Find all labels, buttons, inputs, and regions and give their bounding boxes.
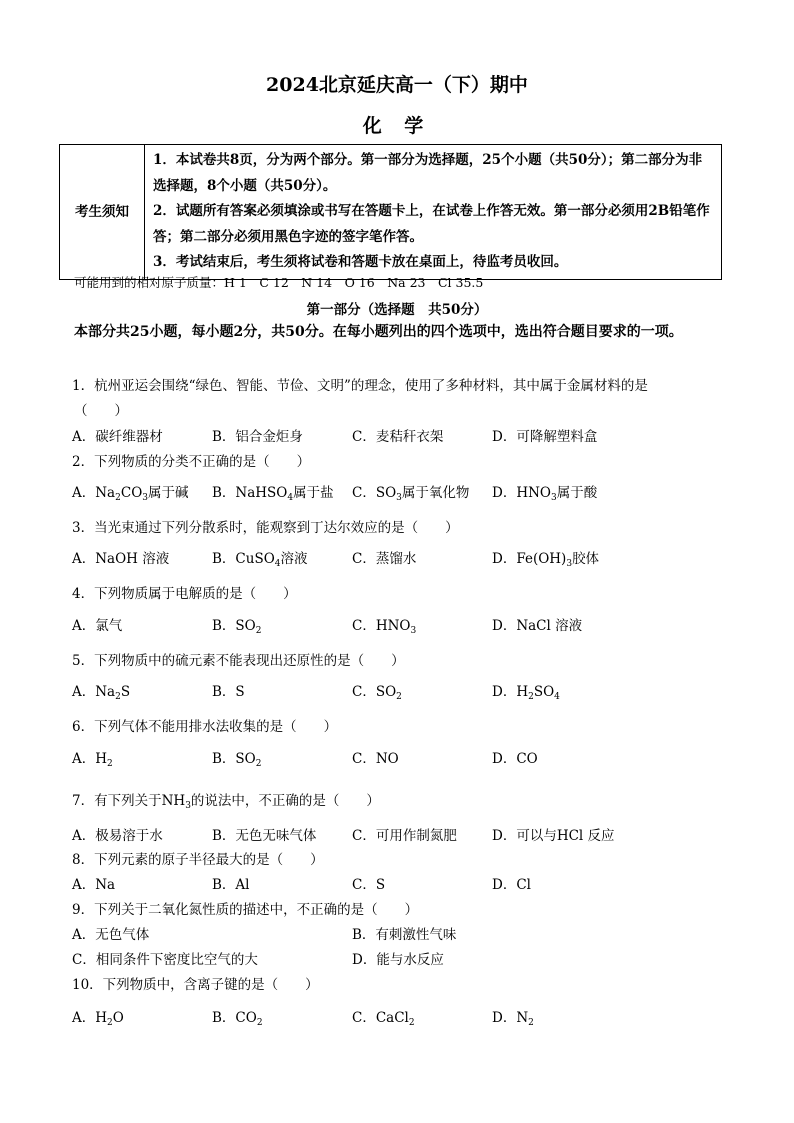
q8-option-b: B．Al bbox=[212, 877, 250, 893]
q4-option-b: B．$SO_2$ bbox=[212, 618, 262, 636]
question-8-stem: 8．下列元素的原子半径最大的是（ ） bbox=[72, 852, 324, 868]
part1-heading: 第一部分（选择题 共50分） bbox=[306, 302, 488, 318]
notice-item-2: 2．试题所有答案必须填涂或书写在答题卡上，在试卷上作答无效。第一部分必须用2B铅笔作答；第二部分必须用黑色字迹的签字笔作答。 bbox=[153, 203, 710, 245]
question-1-blank: （ ） bbox=[74, 403, 128, 419]
question-6-stem: 6．下列气体不能用排水法收集的是（ ） bbox=[72, 719, 338, 735]
q3-option-d: D．$Fe(OH)_3$胶体 bbox=[492, 551, 600, 569]
q1-option-c: C．麦秸秆衣架 bbox=[352, 429, 444, 445]
q3-option-a: A．NaOH 溶液 bbox=[72, 551, 170, 567]
q10-option-b: B．$CO_2$ bbox=[212, 1010, 263, 1028]
q9-option-d: D．能与水反应 bbox=[352, 952, 444, 968]
q6-option-b: B．$SO_2$ bbox=[212, 751, 262, 769]
question-3-stem: 3．当光束通过下列分散系时，能观察到丁达尔效应的是（ ） bbox=[72, 520, 459, 536]
question-5-stem: 5．下列物质中的硫元素不能表现出还原性的是（ ） bbox=[72, 653, 405, 669]
atomic-masses: 可能用到的相对原子质量：H 1 C 12 N 14 O 16 Na 23 Cl 35.5 bbox=[74, 275, 484, 290]
q1-option-b: B．铝合金炬身 bbox=[212, 429, 303, 445]
q2-option-d: D．$HNO_3$属于酸 bbox=[492, 485, 598, 503]
question-1-stem: 1．杭州亚运会围绕“绿色、智能、节俭、文明”的理念，使用了多种材料，其中属于金属材料的是 bbox=[72, 378, 648, 394]
notice-item-3: 3．考试结束后，考生须将试卷和答题卡放在桌面上，待监考员收回。 bbox=[153, 254, 568, 270]
q6-option-d: D．CO bbox=[492, 751, 538, 767]
q2-option-c: C．$SO_3$属于氧化物 bbox=[352, 485, 470, 503]
q5-option-c: C．$SO_2$ bbox=[352, 684, 402, 702]
q10-option-a: A．$H_2O$ bbox=[72, 1010, 124, 1028]
question-9-stem: 9．下列关于二氧化氮性质的描述中，不正确的是（ ） bbox=[72, 902, 419, 918]
q9-option-a: A．无色气体 bbox=[72, 927, 150, 943]
q7-option-d: D．可以与HCl 反应 bbox=[492, 828, 615, 844]
q4-option-d: D．NaCl 溶液 bbox=[492, 618, 583, 634]
notice-item-1: 1．本试卷共8页，分为两个部分。第一部分为选择题，25个小题（共50分）；第二部分为非选择题，8个小题（共50分）。 bbox=[153, 152, 703, 194]
question-4-stem: 4．下列物质属于电解质的是（ ） bbox=[72, 586, 297, 602]
question-2-stem: 2．下列物质的分类不正确的是（ ） bbox=[72, 454, 311, 470]
q8-option-c: C．S bbox=[352, 877, 386, 893]
q7-option-b: B．无色无味气体 bbox=[212, 828, 317, 844]
q3-option-c: C．蒸馏水 bbox=[352, 551, 417, 567]
q8-option-a: A．Na bbox=[72, 877, 116, 893]
q8-option-d: D．Cl bbox=[492, 877, 531, 893]
q9-option-b: B．有刺激性气味 bbox=[352, 927, 457, 943]
q7-option-a: A．极易溶于水 bbox=[72, 828, 163, 844]
q7-option-c: C．可用作制氮肥 bbox=[352, 828, 457, 844]
notice-content bbox=[145, 145, 722, 280]
question-7-stem: 7．有下列关于$NH_3$的说法中，不正确的是（ ） bbox=[72, 793, 380, 811]
q2-option-a: A．$Na_2CO_3$属于碱 bbox=[72, 485, 189, 503]
question-10-stem: 10．下列物质中，含离子键的是（ ） bbox=[72, 977, 319, 993]
q2-option-b: B．NaHSO$_4$属于盐 bbox=[212, 485, 334, 503]
q10-option-d: D．$N_2$ bbox=[492, 1010, 534, 1028]
q9-option-c: C．相同条件下密度比空气的大 bbox=[72, 952, 258, 968]
q5-option-d: D．$H_2SO_4$ bbox=[492, 684, 560, 702]
q4-option-c: C．$HNO_3$ bbox=[352, 618, 417, 636]
q3-option-b: B．CuSO$_4$溶液 bbox=[212, 551, 308, 569]
q4-option-a: A．氯气 bbox=[72, 618, 123, 634]
q1-option-d: D．可降解塑料盒 bbox=[492, 429, 598, 445]
q5-option-a: A．$Na_2S$ bbox=[72, 684, 131, 702]
exam-notice-table bbox=[59, 144, 722, 280]
q10-option-c: C．CaCl$_2$ bbox=[352, 1010, 415, 1028]
exam-title: 2024北京延庆高一（下）期中 bbox=[266, 74, 528, 96]
subject-title: 化 学 bbox=[362, 115, 432, 137]
q6-option-c: C．NO bbox=[352, 751, 399, 767]
q5-option-b: B．S bbox=[212, 684, 245, 700]
q1-option-a: A．碳纤维器材 bbox=[72, 429, 163, 445]
notice-label: 考生须知 bbox=[60, 145, 145, 280]
q6-option-a: A．$H_2$ bbox=[72, 751, 113, 769]
part1-intro: 本部分共25小题，每小题2分，共50分。在每小题列出的四个选项中，选出符合题目要求的一项。 bbox=[74, 324, 683, 340]
